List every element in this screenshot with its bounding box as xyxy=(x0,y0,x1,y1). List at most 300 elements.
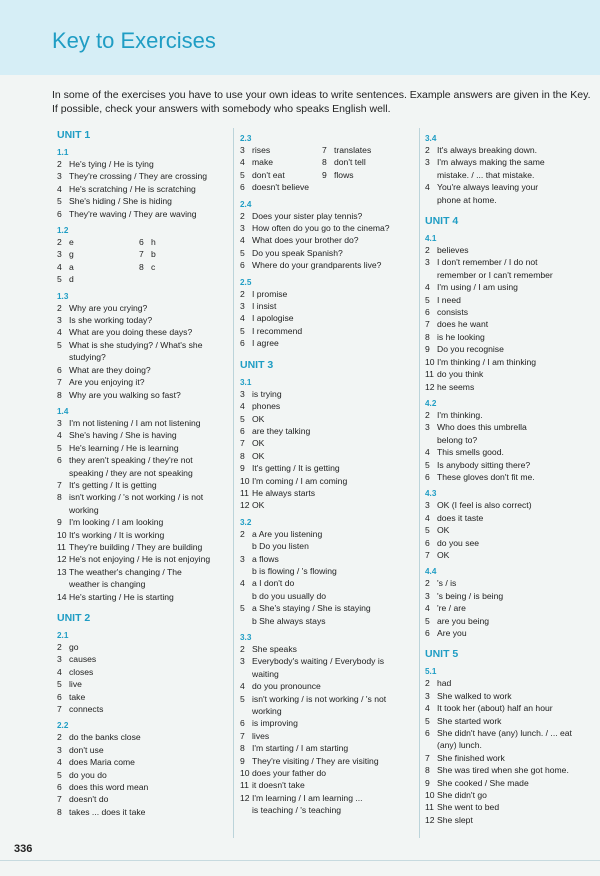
answer-text: flows xyxy=(334,169,354,180)
answer-item xyxy=(425,764,590,776)
answer-item xyxy=(240,288,416,300)
answer-text: OK xyxy=(252,413,265,424)
answer-continuation: phone at home. xyxy=(437,194,497,205)
item-number: 2 xyxy=(425,578,430,589)
answer-text: a I don't do xyxy=(252,578,295,589)
answer-item xyxy=(57,170,227,182)
answer-item xyxy=(57,208,227,220)
answer-text: b do you usually do xyxy=(252,590,327,601)
exercise-block xyxy=(240,517,416,627)
answer-text: Why are you crying? xyxy=(69,302,148,313)
answer-item xyxy=(240,792,416,804)
answer-item xyxy=(425,602,590,614)
item-number: 5 xyxy=(240,413,245,424)
answer-text: I don't remember / I do not xyxy=(437,257,538,268)
answer-text: This smells good. xyxy=(437,447,504,458)
answer-text: d xyxy=(69,274,74,285)
answer-item xyxy=(240,755,416,767)
exercise-block xyxy=(425,398,590,483)
answer-text: I'm using / I am using xyxy=(437,282,518,293)
answer-text: It's always breaking down. xyxy=(437,145,538,155)
answer-continuation: speaking / they are not speaking xyxy=(69,467,193,478)
item-number: 2 xyxy=(425,409,430,420)
item-number: 3 xyxy=(425,422,430,433)
item-number: 7 xyxy=(425,549,430,560)
item-number: 4 xyxy=(425,512,430,523)
answer-item xyxy=(425,512,590,524)
item-number: 6 xyxy=(57,364,62,375)
item-number: 6 xyxy=(425,471,430,482)
unit-heading: UNIT 3 xyxy=(240,358,274,371)
answer-item xyxy=(425,702,590,714)
answer-text: It's getting / It is getting xyxy=(252,463,340,474)
answer-text: What are they doing? xyxy=(69,364,151,375)
exercise-block xyxy=(425,566,590,639)
answer-item xyxy=(57,781,227,793)
column-3 xyxy=(425,128,590,826)
answer-text: he seems xyxy=(437,381,475,392)
item-number xyxy=(240,590,252,602)
item-number: 6 xyxy=(240,260,245,271)
answer-text: does Maria come xyxy=(69,757,135,768)
item-number: 8 xyxy=(240,743,245,754)
answer-item xyxy=(240,337,416,349)
answer-text: take xyxy=(69,691,86,702)
item-number: 10 xyxy=(240,475,250,486)
answer-item xyxy=(425,752,590,764)
item-number: 9 xyxy=(57,517,62,528)
answer-item xyxy=(240,234,416,246)
item-number: 5 xyxy=(425,525,430,536)
item-number: 2 xyxy=(57,642,62,652)
item-number: 8 xyxy=(322,157,327,168)
answer-item xyxy=(57,183,227,195)
item-number: 5 xyxy=(425,294,430,305)
answer-text xyxy=(151,273,221,285)
item-number: 6 xyxy=(240,182,245,193)
answer-item xyxy=(240,312,416,324)
answer-text: I'm thinking / I am thinking xyxy=(437,356,537,367)
answer-item xyxy=(425,144,590,156)
answer-item xyxy=(425,590,590,602)
answer-text: do you think xyxy=(437,369,484,380)
item-number: 2 xyxy=(425,145,430,155)
answer-continuation: waiting xyxy=(252,668,279,679)
exercise-block xyxy=(240,199,416,272)
answer-text: don't tell xyxy=(334,157,366,168)
item-number: 4 xyxy=(240,235,245,246)
answer-text: are you being xyxy=(437,615,490,626)
item-number: 5 xyxy=(57,274,62,285)
answer-item xyxy=(425,156,590,168)
answer-text: rises xyxy=(252,145,271,155)
answer-text: is trying xyxy=(252,388,282,399)
item-number: 12 xyxy=(425,381,435,392)
item-number: 8 xyxy=(57,806,62,817)
answer-item xyxy=(240,528,416,540)
item-number: 6 xyxy=(57,782,62,793)
answer-item xyxy=(425,814,590,826)
answer-text: Who does this umbrella xyxy=(437,422,527,433)
answer-item xyxy=(57,339,227,351)
answer-text: translates xyxy=(334,145,372,155)
answer-item xyxy=(57,591,227,603)
answer-item xyxy=(240,181,416,193)
answer-item xyxy=(425,524,590,536)
exercise-block xyxy=(240,377,416,512)
item-number: 14 xyxy=(57,591,67,602)
answer-item xyxy=(425,256,590,268)
answer-item xyxy=(57,302,227,314)
answer-text: You're always leaving your xyxy=(437,182,539,193)
answer-text: closes xyxy=(69,666,94,677)
answer-item xyxy=(57,389,227,401)
exercise-number: 4.1 xyxy=(425,234,437,244)
answer-item xyxy=(57,703,227,715)
answer-text: OK xyxy=(437,525,450,536)
exercise-block xyxy=(57,630,227,715)
answer-item xyxy=(425,306,590,318)
exercise-number: 4.4 xyxy=(425,567,437,577)
answer-item xyxy=(57,195,227,207)
answer-item xyxy=(425,777,590,789)
answer-item xyxy=(240,259,416,271)
answer-continuation: working xyxy=(69,504,99,515)
exercise-number: 3.2 xyxy=(240,517,252,527)
exercise-block xyxy=(425,133,590,206)
answer-item xyxy=(425,343,590,355)
item-number: 7 xyxy=(240,438,245,449)
answer-text: do you do xyxy=(69,769,107,780)
answer-text: 's / is xyxy=(437,578,457,589)
item-number: 9 xyxy=(425,777,430,788)
answer-text: I apologise xyxy=(252,313,294,324)
answer-text: What does your brother do? xyxy=(252,235,359,246)
item-number: 10 xyxy=(57,529,67,540)
item-number: 8 xyxy=(57,389,62,400)
answer-item xyxy=(240,300,416,312)
answer-item xyxy=(57,529,227,541)
answer-text: live xyxy=(69,679,82,690)
answer-text: does he want xyxy=(437,319,489,330)
answer-text: I'm not listening / I am not listening xyxy=(69,417,201,428)
answer-item xyxy=(57,326,227,338)
answer-item xyxy=(240,615,416,627)
item-number: 5 xyxy=(425,459,430,470)
unit-heading: UNIT 5 xyxy=(425,648,459,661)
item-number: 3 xyxy=(240,145,245,155)
answer-text: b xyxy=(151,249,156,260)
item-number: 5 xyxy=(57,679,62,690)
answer-text: They're visiting / They are visiting xyxy=(252,755,379,766)
answer-item xyxy=(57,417,227,429)
exercise-block xyxy=(425,233,590,393)
answer-item xyxy=(425,318,590,330)
answer-text: The weather's changing / The xyxy=(69,566,182,577)
answer-text: Is she working today? xyxy=(69,315,153,326)
item-number: 2 xyxy=(240,288,245,299)
answer-text: a xyxy=(69,261,74,272)
answer-text: do the banks close xyxy=(69,732,141,743)
item-number: 4 xyxy=(425,603,430,614)
item-number: 6 xyxy=(57,455,62,466)
item-number: 6 xyxy=(425,537,430,548)
item-number: 2 xyxy=(57,302,62,313)
answer-text: c xyxy=(151,261,156,272)
item-number: 5 xyxy=(240,325,245,336)
answer-item xyxy=(240,565,416,577)
answer-text: Is anybody sitting there? xyxy=(437,459,531,470)
answer-item xyxy=(240,325,416,337)
exercise-number: 2.1 xyxy=(57,631,69,640)
answer-text: I agree xyxy=(252,338,279,349)
item-number: 2 xyxy=(240,644,245,654)
answer-item xyxy=(425,677,590,689)
answer-item xyxy=(240,730,416,742)
item-number: 8 xyxy=(57,492,62,503)
answer-continuation: belong to? xyxy=(437,434,478,445)
answer-item xyxy=(57,806,227,818)
item-number: 3 xyxy=(57,249,62,260)
exercise-number: 3.3 xyxy=(240,633,252,642)
answer-item xyxy=(425,577,590,589)
item-number: 7 xyxy=(139,249,144,260)
item-number: 7 xyxy=(57,794,62,805)
item-number: 6 xyxy=(240,718,245,729)
item-number: 5 xyxy=(57,196,62,207)
answer-pair-row xyxy=(57,273,227,285)
item-number: 2 xyxy=(425,678,430,689)
item-number: 2 xyxy=(57,732,62,743)
answer-text: She cooked / She made xyxy=(437,777,529,788)
exercise-number: 4.2 xyxy=(425,398,437,408)
item-number: 5 xyxy=(240,169,245,180)
unit-heading: UNIT 1 xyxy=(57,129,91,141)
answer-item xyxy=(57,376,227,388)
answer-item xyxy=(240,247,416,259)
answer-item xyxy=(57,666,227,678)
page-title: Key to Exercises xyxy=(52,28,216,53)
answer-text: do you see xyxy=(437,537,480,548)
item-number: 4 xyxy=(240,578,245,589)
answer-pair-row xyxy=(57,248,227,260)
answer-text: a Are you listening xyxy=(252,528,323,539)
answer-text: I'm always making the same xyxy=(437,157,545,168)
exercise-number: 1.2 xyxy=(57,226,69,236)
item-number: 3 xyxy=(240,553,245,564)
answer-text: He's not enjoying / He is not enjoying xyxy=(69,554,211,565)
answer-text: lives xyxy=(252,730,270,741)
answer-text: OK xyxy=(437,549,450,560)
answer-text: h xyxy=(151,237,156,248)
answer-item xyxy=(240,602,416,614)
answer-item xyxy=(57,364,227,376)
item-number: 9 xyxy=(240,463,245,474)
answer-item xyxy=(425,181,590,193)
item-number: 4 xyxy=(425,182,430,193)
answer-text: Where do your grandparents live? xyxy=(252,260,382,271)
exercise-block xyxy=(57,147,227,220)
answer-continuation: studying? xyxy=(69,352,106,363)
item-number: 6 xyxy=(425,728,430,739)
item-number: 4 xyxy=(57,261,62,272)
exercise-number: 3.1 xyxy=(240,377,252,387)
item-number: 6 xyxy=(425,628,430,638)
answer-item xyxy=(425,368,590,380)
answer-text: She's hiding / She is hiding xyxy=(69,196,172,207)
item-number: 5 xyxy=(240,693,245,704)
item-number: 11 xyxy=(240,780,249,791)
exercise-number: 1.3 xyxy=(57,291,69,301)
item-number: 10 xyxy=(240,768,250,779)
answer-pair-row xyxy=(240,144,416,156)
answer-text: They're crossing / They are crossing xyxy=(69,171,208,182)
item-number: 9 xyxy=(425,344,430,355)
answer-text: OK xyxy=(252,438,265,449)
answer-item xyxy=(57,479,227,491)
answer-item xyxy=(57,769,227,781)
answer-text: These gloves don't fit me. xyxy=(437,471,535,482)
answer-item xyxy=(57,744,227,756)
answer-item xyxy=(425,421,590,433)
answer-text: make xyxy=(252,157,274,168)
item-number: 4 xyxy=(57,327,62,338)
item-number: 3 xyxy=(57,654,62,665)
answer-text: don't use xyxy=(69,744,104,755)
answer-text: are they talking xyxy=(252,425,311,436)
answer-text: connects xyxy=(69,704,104,715)
page-number: 336 xyxy=(14,843,33,855)
item-number: 7 xyxy=(425,319,430,330)
item-number: 7 xyxy=(57,704,62,715)
footer-rule xyxy=(0,860,600,861)
answer-item xyxy=(425,690,590,702)
exercise-number: 1.1 xyxy=(57,148,69,157)
answer-text: It's working / It is working xyxy=(69,529,165,540)
exercise-number: 2.4 xyxy=(240,199,252,209)
answer-text: consists xyxy=(437,307,469,318)
answer-text: I need xyxy=(437,294,461,305)
answer-text: They're waving / They are waving xyxy=(69,208,197,219)
answer-continuation: weather is changing xyxy=(69,579,146,590)
answer-item xyxy=(425,294,590,306)
item-number: 6 xyxy=(57,208,62,219)
answer-text: they aren't speaking / they're not xyxy=(69,455,193,466)
answer-continuation: remember or I can't remember xyxy=(437,269,553,280)
exercise-block xyxy=(425,488,590,561)
answer-text: g xyxy=(69,249,74,260)
answer-item xyxy=(425,331,590,343)
answer-text: I'm looking / I am looking xyxy=(69,517,164,528)
answer-item xyxy=(425,789,590,801)
item-number xyxy=(240,565,252,577)
item-number: 3 xyxy=(240,388,245,399)
unit-heading: UNIT 2 xyxy=(57,612,91,624)
answer-text: She's having / She is having xyxy=(69,430,177,441)
answer-text: OK xyxy=(252,500,265,511)
answer-item xyxy=(240,779,416,791)
answer-text: How often do you go to the cinema? xyxy=(252,223,390,234)
answer-text: go xyxy=(69,642,79,652)
unit-heading: UNIT 4 xyxy=(425,215,459,228)
item-number: 6 xyxy=(139,237,144,248)
exercise-block xyxy=(240,133,416,194)
answer-item xyxy=(425,381,590,393)
answer-item xyxy=(425,715,590,727)
intro-text: In some of the exercises you have to use your own ideas to write sentences. Example answers are given in the Key. If possible, check your answers with somebody who speaks English well. xyxy=(52,89,591,115)
item-number: 10 xyxy=(425,356,435,367)
answer-item xyxy=(240,577,416,589)
item-number: 3 xyxy=(425,500,430,511)
item-number: 3 xyxy=(425,157,430,168)
answer-text: doesn't believe xyxy=(252,182,310,193)
item-number: 11 xyxy=(240,487,249,498)
item-number: 4 xyxy=(240,681,245,692)
answer-text: What is she studying? / What's she xyxy=(69,339,203,350)
answer-text: She didn't go xyxy=(437,790,487,801)
exercise-block xyxy=(57,406,227,603)
answer-item xyxy=(240,742,416,754)
answer-item xyxy=(240,425,416,437)
answer-text: b Do you listen xyxy=(252,541,309,552)
answer-text: Are you xyxy=(437,628,467,638)
exercise-number: 2.5 xyxy=(240,277,252,287)
answer-text: doesn't do xyxy=(69,794,109,805)
answer-item xyxy=(240,590,416,602)
item-number: 3 xyxy=(425,590,430,601)
answer-text: He's scratching / He is scratching xyxy=(69,183,196,194)
answer-text: He always starts xyxy=(252,487,316,498)
item-number: 12 xyxy=(57,554,67,565)
item-number: 6 xyxy=(57,691,62,702)
item-number: 3 xyxy=(57,315,62,326)
answer-text: do you pronounce xyxy=(252,681,321,692)
answer-item xyxy=(240,680,416,692)
answer-text: is improving xyxy=(252,718,298,729)
column-divider xyxy=(233,128,234,838)
answer-item xyxy=(57,756,227,768)
answer-text: takes ... does it take xyxy=(69,806,146,817)
item-number: 7 xyxy=(425,752,430,763)
answer-text: Do you recognise xyxy=(437,344,504,355)
answer-item xyxy=(425,244,590,256)
answer-continuation: (any) lunch. xyxy=(437,740,482,751)
answer-text: It's getting / It is getting xyxy=(69,479,157,490)
item-number: 4 xyxy=(57,430,62,441)
answer-item xyxy=(240,767,416,779)
item-number: 8 xyxy=(425,331,430,342)
answer-item xyxy=(240,210,416,222)
answer-text: isn't working / is not working / 's not xyxy=(252,693,387,704)
answer-text: believes xyxy=(437,245,469,256)
item-number: 3 xyxy=(425,257,430,268)
exercise-number: 2.2 xyxy=(57,721,69,731)
exercise-block xyxy=(240,277,416,350)
item-number: 7 xyxy=(240,730,245,741)
answer-text: a flows xyxy=(252,553,279,564)
item-number: 5 xyxy=(240,603,245,614)
answer-item xyxy=(57,678,227,690)
exercise-block xyxy=(57,720,227,818)
answer-item xyxy=(425,409,590,421)
answer-item xyxy=(240,553,416,565)
item-number: 12 xyxy=(240,792,250,803)
answer-pair-row xyxy=(57,261,227,273)
answer-text: She started work xyxy=(437,715,502,726)
column-divider xyxy=(419,128,420,838)
item-number: 4 xyxy=(57,183,62,194)
exercise-number: 4.3 xyxy=(425,489,437,499)
